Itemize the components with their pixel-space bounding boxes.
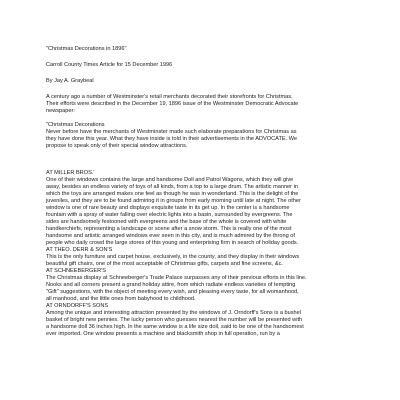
section-body: One of their windows contains the large and handsome Doll and Patrol Wagons, which they will give away, besides an endless variety of toys of all kinds, from a top to a large drum. The artistic manner in which the toys are arranged makes one feel as though he was in wonderland. This is the delight of the juveniles, and they are to be found admiring it in groups from early morning until late at night. The other window is one of rare beauty and displays exquisite taste in its get up. In the center is a handsome fountain with a spray of water falling over electric lights into a basin, surrounded by evergreens. The sides are handsomely festooned with evergreens and the base of the whole is covered with white handkerchiefs, representing a landscape or scene after a snow storm. This is really one of the most handsome and artistic arranged windows ever seen in this city, and is much admired by the throng of people who daily crowd the large stores of this young and enterprising firm in search of holiday goods. (46, 177, 301, 246)
section-heading: AT SCHNEEBERGER'S (46, 268, 106, 274)
intro-paragraph: A century ago a number of Westminster's retail merchants decorated their storefronts for Christmas. Their efforts were described in the December 19, 1896 issue of the Westminster Democratic Advocate newspaper: (46, 94, 299, 114)
quote-heading: "Christmas Decorations (46, 122, 105, 128)
section-heading: AT MILLER BROS.' (46, 170, 95, 176)
source-line: Carroll County Times Article for 15 December 1996 (46, 62, 173, 68)
document-body (46, 46, 356, 338)
quote-paragraph: Never before have the merchants of Westminster made such elaborate preparations for Christmas as they have done this year. What they have inside is told in their advertisements in the ADVOCATE. We propose to speak only of their special window attractions. (46, 129, 298, 149)
section-heading: AT THEO. DERR & SON'S (46, 247, 113, 253)
section-body: This is the only furniture and carpet house, exclusively, in the county, and they display in their windows beautiful gift chairs, one of the most acceptable of Christmas gifts, carpets and fine screens, &c. (46, 254, 300, 267)
document-title: "Christmas Decorations in 1896" (46, 46, 127, 52)
section-heading: AT ORNDORFF'S SONS (46, 303, 109, 309)
section-body: The Christmas display at Schneeberger's Trade Palace surpasses any of their previous efforts in this line. Nooks and all corners present a grand holiday attire, from which radiate endless varieties of tempting "Gift" suggestions, with the object of meeting every wish, and pleasing every taste, for all womanhood, all manhood, and the little ones from babyhood to childhood. (46, 275, 307, 302)
byline: By Jay A. Graybeal (46, 78, 94, 84)
section-body: Among the unique and interesting attraction presented by the windows of J. Orndorff's Sons is a bushel basket of bright new pennies. The lucky person who guesses nearest the number will be presented with a handsome doll 36 inches high. In the same window is a life size doll, said to be one of the handsomest ever imported. One window presents a machine and blacksmith shop in full operation, run by a (46, 310, 304, 337)
